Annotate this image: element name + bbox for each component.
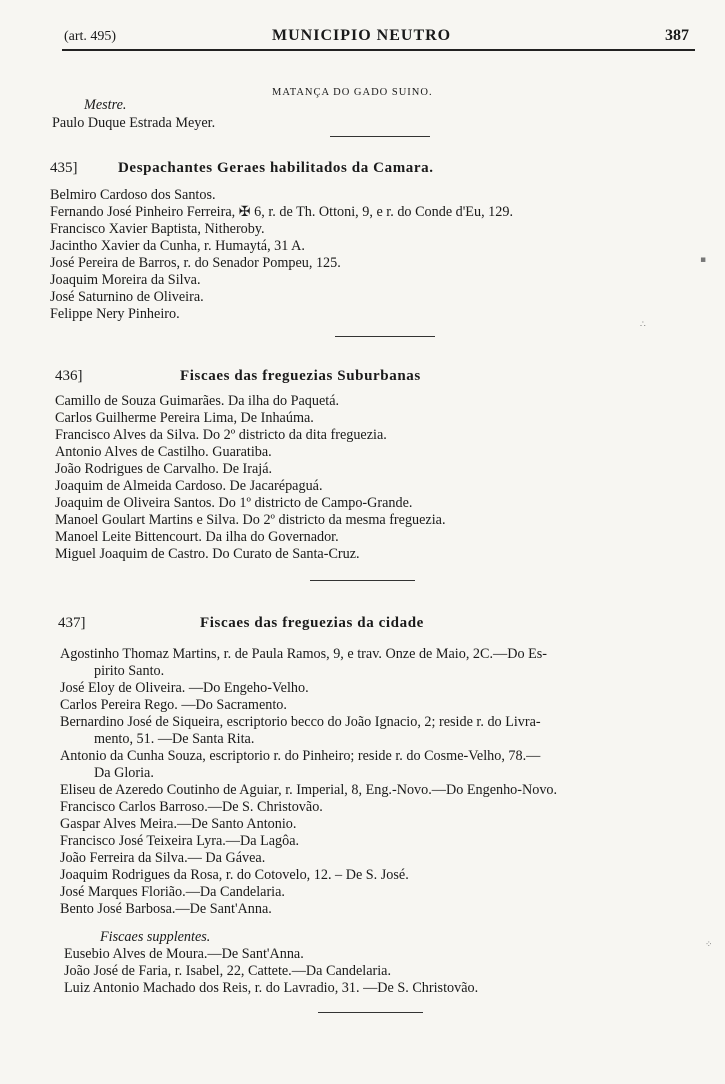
list-item: Antonio Alves de Castilho. Guaratiba.	[55, 444, 272, 460]
section-heading: Despachantes Geraes habilitados da Camara.	[118, 160, 434, 176]
scan-speck: ∴	[640, 320, 646, 330]
list-item: Eusebio Alves de Moura.—De Sant'Anna.	[64, 946, 304, 962]
list-item: Gaspar Alves Meira.—De Santo Antonio.	[60, 816, 297, 832]
section-heading: Fiscaes das freguezias Suburbanas	[180, 368, 421, 384]
page-number: 387	[665, 27, 689, 44]
list-item: Camillo de Souza Guimarães. Da ilha do Paquetá.	[55, 393, 340, 409]
list-item-continuation: Da Gloria.	[94, 765, 154, 781]
scan-speck: ▪	[700, 255, 707, 265]
list-item: Eliseu de Azeredo Coutinho de Aguiar, r. Imperial, 8, Eng.-Novo.—Do Engenho-Novo.	[60, 782, 558, 798]
list-item: Joaquim Moreira da Silva.	[50, 272, 201, 288]
list-item: Manoel Goulart Martins e Silva. Do 2º districto da mesma freguezia.	[55, 512, 446, 528]
list-item: Joaquim de Oliveira Santos. Do 1º districto de Campo-Grande.	[55, 495, 413, 511]
header-title: MUNICIPIO NEUTRO	[272, 27, 452, 44]
list-item-continuation: mento, 51. —De Santa Rita.	[94, 731, 255, 747]
section-divider	[310, 580, 415, 581]
section-divider	[318, 1012, 423, 1013]
section-heading: Fiscaes das freguezias da cidade	[200, 615, 424, 631]
list-item-continuation: pirito Santo.	[94, 663, 165, 679]
list-item: Bento José Barbosa.—De Sant'Anna.	[60, 901, 272, 917]
role-label: Mestre.	[84, 97, 127, 113]
list-item: Francisco Carlos Barroso.—De S. Christovão.	[60, 799, 323, 815]
page-header	[62, 27, 695, 51]
scan-speck: ⁘	[705, 940, 713, 950]
list-item: Carlos Pereira Rego. —Do Sacramento.	[60, 697, 287, 713]
list-item: Fernando José Pinheiro Ferreira, ✠ 6, r. de Th. Ottoni, 9, e r. do Conde d'Eu, 129.	[50, 204, 513, 220]
list-item: Jacintho Xavier da Cunha, r. Humaytá, 31 A.	[50, 238, 305, 254]
section-divider	[335, 336, 435, 337]
list-item: Francisco José Teixeira Lyra.—Da Lagôa.	[60, 833, 300, 849]
list-item: Agostinho Thomaz Martins, r. de Paula Ramos, 9, e trav. Onze de Maio, 2C.—Do Es-	[60, 646, 548, 662]
list-item: José Saturnino de Oliveira.	[50, 289, 204, 305]
list-item: João José de Faria, r. Isabel, 22, Cattete.—Da Candelaria.	[64, 963, 391, 979]
list-item: José Pereira de Barros, r. do Senador Pompeu, 125.	[50, 255, 341, 271]
list-item: Belmiro Cardoso dos Santos.	[50, 187, 216, 203]
header-article-ref: (art. 495)	[64, 29, 117, 44]
list-item: Antonio da Cunha Souza, escriptorio r. do Pinheiro; reside r. do Cosme-Velho, 78.—	[60, 748, 541, 764]
section-number: 437]	[58, 615, 86, 631]
list-item: Felippe Nery Pinheiro.	[50, 306, 180, 322]
section-number: 436]	[55, 368, 83, 384]
list-item: Joaquim de Almeida Cardoso. De Jacarépaguá.	[55, 478, 323, 494]
list-item: Paulo Duque Estrada Meyer.	[52, 115, 216, 131]
list-item: José Marques Florião.—Da Candelaria.	[60, 884, 285, 900]
list-item: Miguel Joaquim de Castro. Do Curato de Santa-Cruz.	[55, 546, 360, 562]
list-item: Francisco Xavier Baptista, Nitheroby.	[50, 221, 265, 237]
list-item: José Eloy de Oliveira. —Do Engeho-Velho.	[60, 680, 309, 696]
list-item: Bernardino José de Siqueira, escriptorio becco do João Ignacio, 2; reside r. do Livra-	[60, 714, 541, 730]
section-subtitle: MATANÇA DO GADO SUINO.	[272, 87, 433, 98]
list-item: Carlos Guilherme Pereira Lima, De Inhaúma.	[55, 410, 314, 426]
section-divider	[330, 136, 430, 137]
supplentes-label: Fiscaes supplentes.	[100, 929, 211, 945]
section-number: 435]	[50, 160, 78, 176]
list-item: João Rodrigues de Carvalho. De Irajá.	[55, 461, 273, 477]
list-item: Francisco Alves da Silva. Do 2º districto da dita freguezia.	[55, 427, 387, 443]
list-item: Manoel Leite Bittencourt. Da ilha do Governador.	[55, 529, 339, 545]
list-item: João Ferreira da Silva.— Da Gávea.	[60, 850, 266, 866]
list-item: Luiz Antonio Machado dos Reis, r. do Lavradio, 31. —De S. Christovão.	[64, 980, 479, 996]
list-item: Joaquim Rodrigues da Rosa, r. do Cotovelo, 12. – De S. José.	[60, 867, 409, 883]
